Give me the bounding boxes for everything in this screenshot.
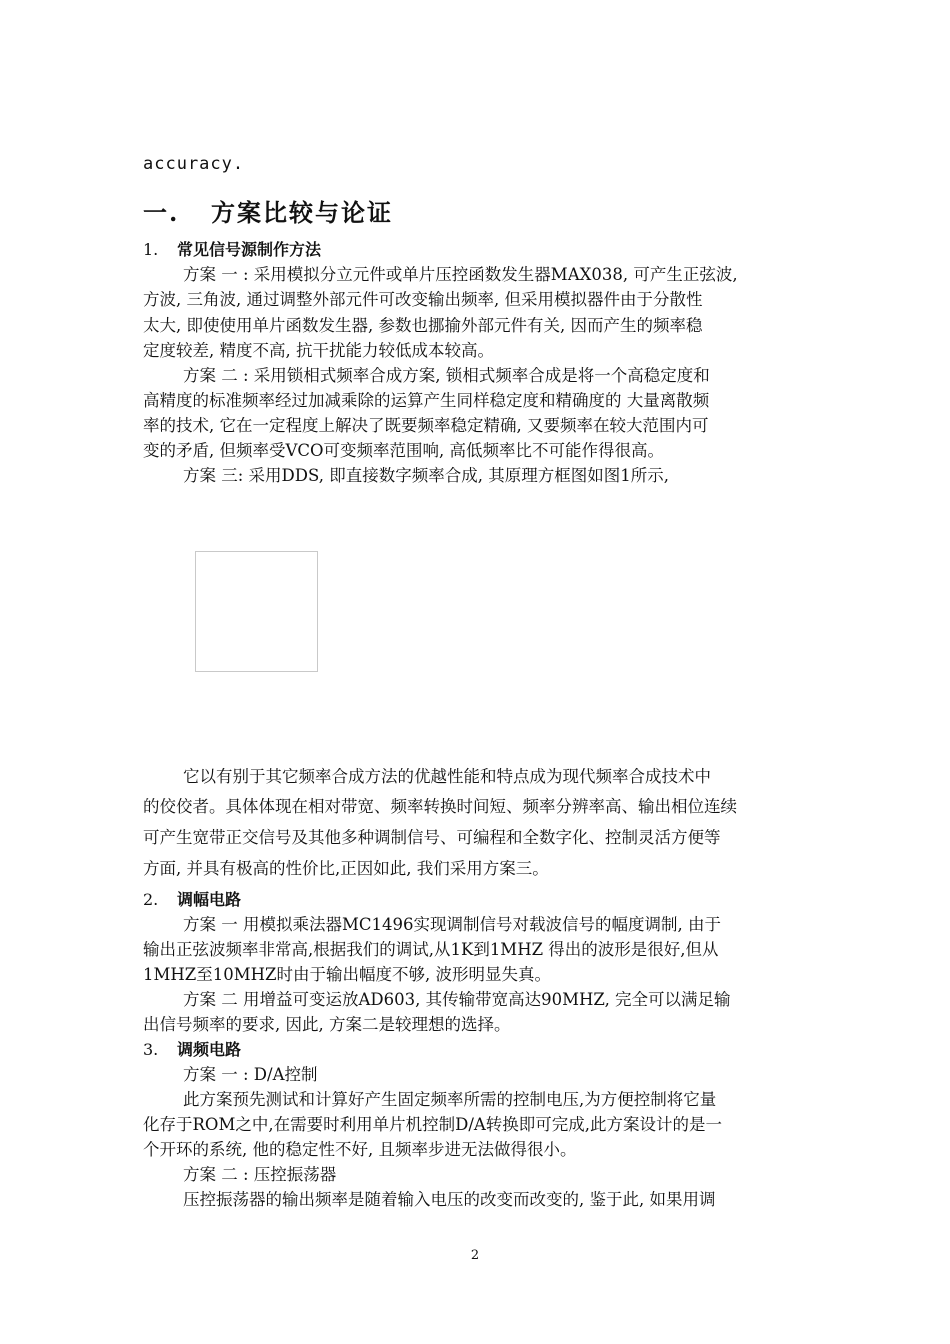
paragraph-line: 方案 一 用模拟乘法器MC1496实现调制信号对载波信号的幅度调制, 由于 [183, 915, 721, 934]
section-title: 方案比较与论证 [211, 198, 393, 227]
paragraph-line: 太大, 即使使用单片函数发生器, 参数也挪揄外部元件有关, 因而产生的频率稳 [143, 316, 703, 335]
paragraph-line: 定度较差, 精度不高, 抗干扰能力较低成本较高。 [143, 341, 494, 360]
paragraph-line: 变的矛盾, 但频率受VCO可变频率范围响, 高低频率比不可能作得很高。 [143, 441, 665, 460]
paragraph-line: 它以有别于其它频率合成方法的优越性能和特点成为现代频率合成技术中 [183, 767, 711, 786]
paragraph-line: 方案 二 : 采用锁相式频率合成方案, 锁相式频率合成是将一个高稳定度和 [183, 366, 710, 385]
paragraph-line: 方案 二 用增益可变运放AD603, 其传输带宽高达90MHZ, 完全可以满足输 [183, 990, 731, 1009]
paragraph-line: 此方案预先测试和计算好产生固定频率所需的控制电压,为方便控制将它量 [183, 1090, 717, 1109]
paragraph-line: 输出正弦波频率非常高,根据我们的调试,从1K到1MHZ 得出的波形是很好,但从 [143, 940, 719, 959]
subsection-1-heading [143, 238, 813, 262]
section-heading [143, 197, 813, 229]
paragraph-line: 1MHZ至10MHZ时由于输出幅度不够, 波形明显失真。 [143, 965, 551, 984]
paragraph-line: 个开环的系统, 他的稳定性不好, 且频率步进无法做得很小。 [143, 1140, 577, 1159]
paragraph-line: 化存于ROM之中,在需要时利用单片机控制D/A转换即可完成,此方案设计的是一 [143, 1115, 723, 1134]
page-number: 2 [470, 1248, 480, 1263]
paragraph-line: 方案 一 : 采用模拟分立元件或单片压控函数发生器MAX038, 可产生正弦波, [183, 265, 738, 284]
paragraph-line: 高精度的标准频率经过加减乘除的运算产生同样稳定度和精确度的 大量离散频 [143, 391, 710, 410]
paragraph-line: 方案 一 : D/A控制 [183, 1065, 318, 1084]
paragraph-line: 可产生宽带正交信号及其他多种调制信号、可编程和全数字化、控制灵活方便等 [143, 828, 721, 847]
paragraph-line: 出信号频率的要求, 因此, 方案二是较理想的选择。 [143, 1015, 511, 1034]
intro-tail: accuracy. [143, 154, 245, 174]
paragraph-line: 方波, 三角波, 通过调整外部元件可改变输出频率, 但采用模拟器件由于分散性 [143, 290, 703, 309]
subsection-2-heading [143, 888, 813, 912]
paragraph-line: 方面, 并具有极高的性价比,正因如此, 我们采用方案三。 [143, 859, 549, 878]
subsection-3-title: 调频电路 [177, 1040, 242, 1059]
paragraph-line: 方案 三: 采用DDS, 即直接数字频率合成, 其原理方框图如图1所示, [183, 466, 669, 485]
paragraph-line: 方案 二 : 压控振荡器 [183, 1165, 337, 1184]
subsection-2-number: 2. [143, 890, 159, 909]
subsection-3-heading [143, 1038, 813, 1062]
subsection-1-title: 常见信号源制作方法 [177, 240, 322, 259]
figure-placeholder [195, 551, 318, 672]
subsection-2-title: 调幅电路 [177, 890, 242, 909]
paragraph-line: 的佼佼者。具体体现在相对带宽、频率转换时间短、频率分辨率高、输出相位连续 [143, 797, 737, 816]
paragraph-line: 压控振荡器的输出频率是随着输入电压的改变而改变的, 鉴于此, 如果用调 [183, 1190, 716, 1209]
paragraph-line: 率的技术, 它在一定程度上解决了既要频率稳定精确, 又要频率在较大范围内可 [143, 416, 709, 435]
subsection-1-number: 1. [143, 240, 159, 259]
section-number: 一. [143, 198, 180, 227]
subsection-3-number: 3. [143, 1040, 159, 1059]
